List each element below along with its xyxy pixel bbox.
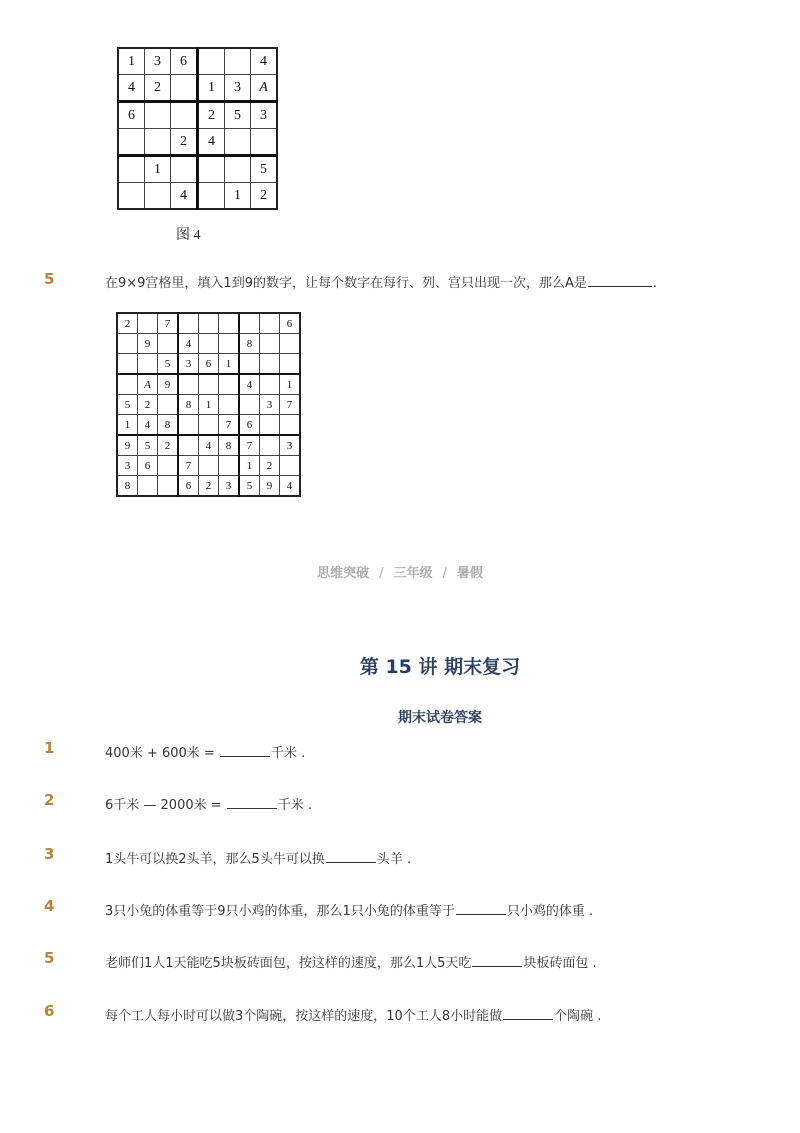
grid-cell [225, 48, 251, 75]
grid-cell: 4 [138, 415, 158, 436]
question-text [105, 1005, 601, 1024]
grid-cell: 8 [178, 395, 199, 415]
grid-cell [199, 334, 219, 354]
question-text-before: 400米 + 600米 = [105, 746, 219, 761]
grid-cell: 8 [239, 334, 260, 354]
answer-blank [472, 954, 522, 967]
question-text-after: . [652, 276, 658, 291]
question-text-after: 千米 . [277, 798, 313, 813]
grid-row [118, 102, 277, 129]
grid-cell [225, 129, 251, 156]
question-text-after: 头羊 . [376, 852, 412, 867]
grid-row [118, 129, 277, 156]
grid-cell [145, 102, 171, 129]
grid-cell [117, 374, 138, 395]
grid-cell [171, 102, 198, 129]
grid-cell: 4 [198, 129, 225, 156]
lecture-title: 第 15 讲 期末复习 [359, 656, 521, 678]
grid-cell: 4 [280, 476, 301, 497]
grid-cell: 4 [199, 435, 219, 456]
grid-cell: A [138, 374, 158, 395]
grid-cell: 5 [158, 354, 179, 375]
grid-cell [198, 183, 225, 210]
grid-cell: 2 [117, 313, 138, 334]
grid-row [117, 415, 300, 436]
grid-cell: 9 [138, 334, 158, 354]
grid-cell [280, 415, 301, 436]
sudoku-9x9-grid [116, 312, 301, 497]
grid-cell: 3 [260, 395, 280, 415]
grid-cell: 6 [118, 102, 145, 129]
grid-cell [158, 395, 179, 415]
answer-blank [503, 1007, 553, 1020]
question-text [105, 742, 305, 761]
grid-cell: 3 [178, 354, 199, 375]
sudoku-6x6-grid [117, 47, 278, 210]
question-text-before: 3只小兔的体重等于9只小鸡的体重，那么1只小兔的体重等于 [105, 904, 455, 919]
grid-cell [239, 395, 260, 415]
grid-cell: 8 [219, 435, 240, 456]
grid-cell: 3 [145, 48, 171, 75]
grid-cell [178, 415, 199, 436]
grid-cell: 1 [145, 156, 171, 183]
question-number: 5 [44, 949, 55, 967]
grid-cell [260, 415, 280, 436]
grid-cell: A [251, 75, 278, 102]
grid-cell: 6 [199, 354, 219, 375]
grid-row [118, 156, 277, 183]
footer-term: 暑假 [456, 566, 483, 581]
grid-cell [219, 395, 240, 415]
grid-cell: 6 [138, 456, 158, 476]
question-text-before: 在9×9宫格里，填入1到9的数字，让每个数字在每行、列、宫只出现一次，那么A是 [105, 276, 587, 291]
grid-cell [219, 374, 240, 395]
question-text [105, 848, 411, 867]
question-text-before: 每个工人每小时可以做3个陶碗，按这样的速度，10个工人8小时能做 [105, 1009, 503, 1024]
grid-cell [158, 476, 179, 497]
grid-cell: 2 [199, 476, 219, 497]
grid-cell [280, 456, 301, 476]
footer-subject: 思维突破 [317, 566, 370, 581]
grid-cell [199, 456, 219, 476]
grid-cell: 4 [178, 334, 199, 354]
grid-row [117, 313, 300, 334]
answer-blank [227, 796, 277, 809]
grid-cell: 5 [117, 395, 138, 415]
grid-cell [199, 415, 219, 436]
figure-caption: 图 4 [176, 228, 201, 243]
grid-cell [178, 374, 199, 395]
grid-cell: 1 [219, 354, 240, 375]
grid-cell [225, 156, 251, 183]
grid-cell: 2 [138, 395, 158, 415]
grid-cell: 3 [225, 75, 251, 102]
grid-cell [145, 129, 171, 156]
question-number: 5 [44, 270, 55, 288]
grid-cell: 7 [219, 415, 240, 436]
question-number: 3 [44, 845, 55, 863]
grid-cell: 3 [219, 476, 240, 497]
grid-cell: 2 [171, 129, 198, 156]
question-text-after: 千米 . [270, 746, 306, 761]
grid-cell [118, 183, 145, 210]
grid-row [117, 354, 300, 375]
grid-cell: 2 [158, 435, 179, 456]
answer-blank [220, 744, 270, 757]
grid-cell [138, 476, 158, 497]
grid-cell: 5 [239, 476, 260, 497]
grid-cell: 6 [280, 313, 301, 334]
grid-cell [219, 313, 240, 334]
question-text-after: 只小鸡的体重 . [506, 904, 594, 919]
grid-cell [199, 313, 219, 334]
grid-cell: 7 [280, 395, 301, 415]
grid-cell: 5 [138, 435, 158, 456]
grid-row [118, 48, 277, 75]
grid-cell [171, 75, 198, 102]
question-text-before: 1头牛可以换2头羊，那么5头牛可以换 [105, 852, 325, 867]
grid-cell: 4 [171, 183, 198, 210]
grid-cell: 5 [225, 102, 251, 129]
question-text [105, 272, 657, 291]
grid-cell: 9 [260, 476, 280, 497]
grid-cell: 4 [118, 75, 145, 102]
grid-cell [280, 334, 301, 354]
question-text [105, 794, 312, 813]
grid-cell: 1 [225, 183, 251, 210]
grid-row [118, 183, 277, 210]
question-text-before: 6千米 — 2000米 = [105, 798, 226, 813]
grid-cell [239, 313, 260, 334]
grid-cell: 3 [251, 102, 278, 129]
grid-cell: 7 [239, 435, 260, 456]
footer-separator: / [442, 566, 447, 581]
grid-cell [260, 313, 280, 334]
grid-row [117, 395, 300, 415]
grid-cell [260, 435, 280, 456]
grid-row [117, 476, 300, 497]
grid-cell: 4 [251, 48, 278, 75]
grid-cell [138, 313, 158, 334]
grid-cell: 7 [158, 313, 179, 334]
grid-cell: 1 [198, 75, 225, 102]
grid-cell: 8 [117, 476, 138, 497]
grid-cell: 1 [117, 415, 138, 436]
grid-cell: 2 [260, 456, 280, 476]
question-number: 4 [44, 897, 55, 915]
question-number: 2 [44, 791, 55, 809]
grid-row [117, 456, 300, 476]
grid-cell [178, 435, 199, 456]
grid-cell: 8 [158, 415, 179, 436]
question-number: 1 [44, 739, 55, 757]
grid-cell [138, 354, 158, 375]
grid-cell [199, 374, 219, 395]
grid-cell: 9 [117, 435, 138, 456]
grid-cell: 3 [280, 435, 301, 456]
grid-cell: 1 [199, 395, 219, 415]
grid-cell: 1 [280, 374, 301, 395]
grid-cell: 7 [178, 456, 199, 476]
grid-cell [171, 156, 198, 183]
grid-cell: 2 [198, 102, 225, 129]
grid-row [117, 374, 300, 395]
question-text [105, 900, 593, 919]
grid-cell [198, 48, 225, 75]
grid-cell [198, 156, 225, 183]
grid-cell [260, 374, 280, 395]
question-text-after: 块板砖面包 . [523, 956, 597, 971]
grid-cell [219, 334, 240, 354]
grid-cell [118, 129, 145, 156]
grid-cell [158, 456, 179, 476]
grid-cell: 9 [158, 374, 179, 395]
exam-title: 期末试卷答案 [398, 710, 482, 726]
grid-cell [117, 334, 138, 354]
question-text-before: 老师们1人1天能吃5块板砖面包，按这样的速度，那么1人5天吃 [105, 956, 472, 971]
grid-row [118, 75, 277, 102]
grid-cell [239, 354, 260, 375]
question-number: 6 [44, 1002, 55, 1020]
grid-cell [145, 183, 171, 210]
grid-cell: 2 [145, 75, 171, 102]
grid-cell [118, 156, 145, 183]
page-footer [0, 562, 800, 581]
grid-cell: 1 [239, 456, 260, 476]
grid-cell: 6 [239, 415, 260, 436]
grid-cell: 6 [171, 48, 198, 75]
answer-blank [456, 902, 506, 915]
answer-blank [588, 274, 652, 287]
footer-separator: / [379, 566, 384, 581]
grid-cell [251, 129, 278, 156]
grid-cell [260, 334, 280, 354]
question-text [105, 952, 597, 971]
grid-cell [219, 456, 240, 476]
grid-cell: 4 [239, 374, 260, 395]
grid-cell: 1 [118, 48, 145, 75]
answer-blank [326, 850, 376, 863]
grid-cell [117, 354, 138, 375]
grid-cell [158, 334, 179, 354]
grid-cell: 3 [117, 456, 138, 476]
grid-row [117, 435, 300, 456]
grid-cell: 5 [251, 156, 278, 183]
grid-cell [178, 313, 199, 334]
grid-cell: 2 [251, 183, 278, 210]
grid-cell [280, 354, 301, 375]
footer-grade: 三年级 [393, 566, 433, 581]
grid-cell: 6 [178, 476, 199, 497]
question-text-after: 个陶碗 . [554, 1009, 602, 1024]
grid-row [117, 334, 300, 354]
grid-cell [260, 354, 280, 375]
